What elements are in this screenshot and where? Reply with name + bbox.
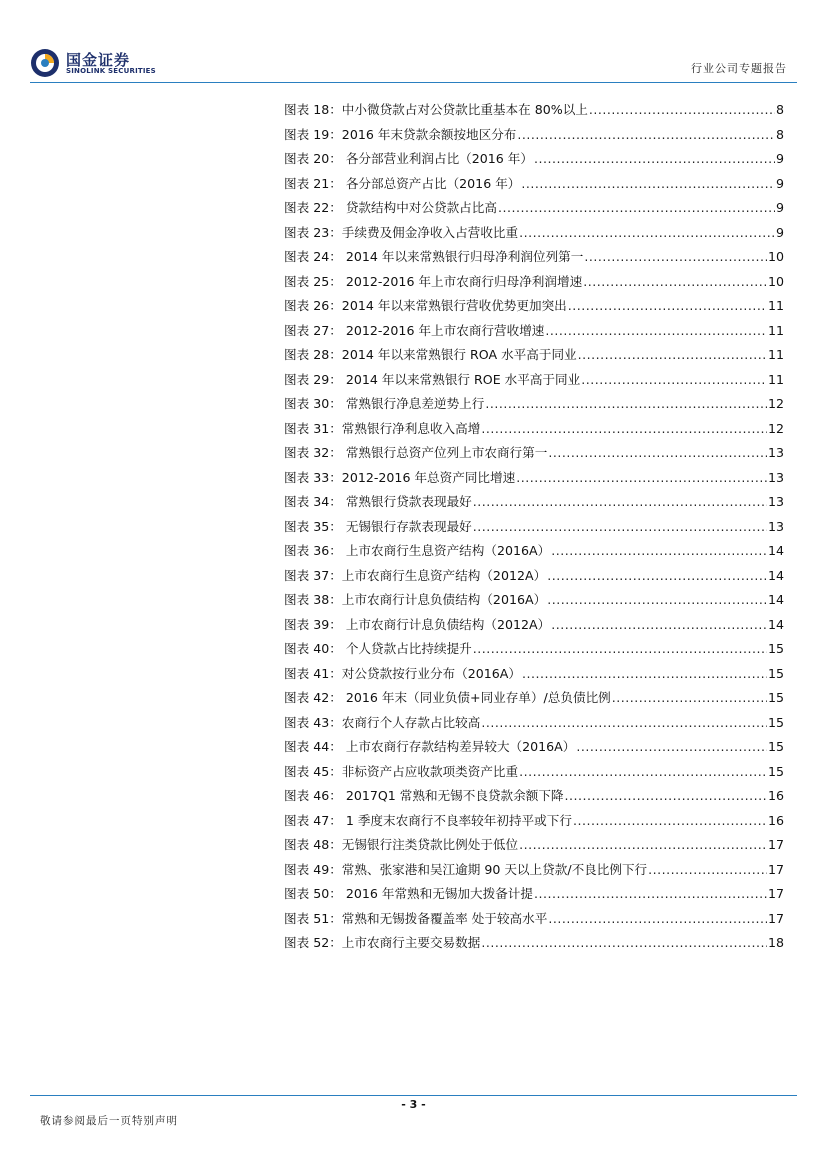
- toc-entry-page: 14: [767, 543, 784, 558]
- toc-entry-page: 16: [767, 788, 784, 803]
- toc-entry-title: 图表 52：上市农商行主要交易数据: [284, 935, 481, 950]
- toc-dot-leader: [548, 445, 767, 460]
- toc-entry[interactable]: [284, 687, 784, 712]
- toc-entry-title: 图表 49：常熟、张家港和吴江逾期 90 天以上贷款/不良比例下行: [284, 861, 648, 877]
- toc-entry[interactable]: [284, 589, 784, 614]
- toc-entry[interactable]: [284, 271, 784, 296]
- toc-entry[interactable]: [284, 565, 784, 590]
- toc-entry-page: 18: [767, 935, 784, 950]
- toc-entry-page: 15: [767, 690, 784, 705]
- toc-dot-leader: [516, 470, 767, 485]
- toc-entry-page: 15: [767, 714, 784, 730]
- toc-dot-leader: [648, 862, 767, 877]
- toc-entry-page: 14: [767, 616, 784, 632]
- toc-entry-page: 11: [767, 298, 784, 313]
- brand-logo: [30, 48, 170, 80]
- toc-entry-title: 图表 26：2014 年以来常熟银行营收优势更加突出: [284, 298, 567, 313]
- toc-entry[interactable]: [284, 369, 784, 394]
- toc-entry[interactable]: [284, 638, 784, 663]
- toc-entry[interactable]: [284, 442, 784, 467]
- toc-entry-title: 图表 35： 无锡银行存款表现最好: [284, 518, 472, 534]
- toc-entry-page: 17: [767, 886, 784, 901]
- toc-entry-page: 9: [775, 151, 784, 166]
- toc-entry-title: 图表 20： 各分部营业利润占比（2016 年）: [284, 151, 533, 166]
- sinolink-logo-icon: [30, 48, 60, 78]
- page-number: - 3 -: [401, 1098, 426, 1111]
- toc-entry-title: 图表 24： 2014 年以来常熟银行归母净利润位列第一: [284, 249, 584, 264]
- toc-dot-leader: [473, 641, 767, 656]
- toc-entry-title: 图表 46： 2017Q1 常熟和无锡不良贷款余额下降: [284, 788, 564, 803]
- toc-entry[interactable]: [284, 246, 784, 271]
- toc-entry-title: 图表 50： 2016 年常熟和无锡加大拨备计提: [284, 886, 533, 901]
- toc-entry-title: 图表 33：2012-2016 年总资产同比增速: [284, 469, 516, 485]
- toc-entry-title: 图表 21： 各分部总资产占比（2016 年）: [284, 175, 521, 191]
- toc-entry-page: 15: [767, 763, 784, 779]
- toc-dot-leader: [534, 886, 767, 901]
- toc-entry-title: 图表 34： 常熟银行贷款表现最好: [284, 494, 472, 509]
- toc-entry[interactable]: [284, 712, 784, 737]
- toc-dot-leader: [522, 666, 767, 681]
- toc-dot-leader: [485, 396, 767, 411]
- toc-entry-page: 8: [775, 126, 784, 142]
- toc-entry-title: 图表 25： 2012-2016 年上市农商行归母净利润增速: [284, 273, 583, 289]
- toc-dot-leader: [573, 813, 767, 828]
- toc-entry-page: 11: [767, 347, 784, 362]
- toc-entry-title: 图表 37：上市农商行生息资产结构（2012A）: [284, 567, 547, 583]
- toc-entry-page: 14: [767, 592, 784, 607]
- toc-entry[interactable]: [284, 834, 784, 859]
- header-divider: [30, 82, 797, 83]
- toc-dot-leader: [551, 617, 767, 632]
- toc-dot-leader: [547, 568, 767, 583]
- toc-entry-page: 13: [767, 518, 784, 534]
- toc-entry-title: 图表 47： 1 季度末农商行不良率较年初持平或下行: [284, 812, 572, 828]
- toc-entry-title: 图表 36： 上市农商行生息资产结构（2016A）: [284, 543, 551, 558]
- toc-entry-title: 图表 38：上市农商行计息负债结构（2016A）: [284, 592, 547, 607]
- toc-entry-page: 13: [767, 494, 784, 509]
- toc-entry[interactable]: [284, 295, 784, 320]
- toc-entry-page: 15: [767, 739, 784, 754]
- toc-entry-page: 12: [767, 396, 784, 411]
- toc-dot-leader: [547, 592, 767, 607]
- toc-dot-leader: [548, 911, 767, 926]
- toc-dot-leader: [473, 494, 767, 509]
- toc-entry-page: 10: [767, 249, 784, 264]
- toc-dot-leader: [481, 421, 767, 436]
- toc-entry[interactable]: [284, 99, 784, 124]
- toc-entry-title: 图表 45：非标资产占应收款项类资产比重: [284, 763, 519, 779]
- toc-entry[interactable]: [284, 124, 784, 149]
- figure-index-list: [284, 99, 784, 957]
- toc-entry-title: 图表 29： 2014 年以来常熟银行 ROE 水平高于同业: [284, 371, 581, 387]
- toc-entry[interactable]: [284, 883, 784, 908]
- toc-dot-leader: [519, 225, 775, 240]
- toc-dot-leader: [578, 347, 767, 362]
- toc-entry-page: 14: [767, 567, 784, 583]
- toc-entry-page: 11: [767, 371, 784, 387]
- toc-entry-title: 图表 32： 常熟银行总资产位列上市农商行第一: [284, 445, 548, 460]
- toc-dot-leader: [481, 715, 767, 730]
- toc-entry-page: 13: [767, 445, 784, 460]
- toc-entry-page: 12: [767, 420, 784, 436]
- toc-entry-page: 11: [767, 322, 784, 338]
- toc-entry-page: 15: [767, 641, 784, 656]
- toc-entry-title: 图表 51：常熟和无锡拨备覆盖率 处于较高水平: [284, 910, 548, 926]
- toc-dot-leader: [589, 102, 775, 117]
- toc-entry-page: 10: [767, 273, 784, 289]
- toc-dot-leader: [583, 274, 767, 289]
- toc-dot-leader: [584, 249, 767, 264]
- toc-dot-leader: [519, 764, 767, 779]
- toc-entry[interactable]: [284, 614, 784, 639]
- toc-entry-title: 图表 22： 贷款结构中对公贷款占比高: [284, 200, 497, 215]
- toc-entry-title: 图表 18：中小微贷款占对公贷款比重基本在 80%以上: [284, 102, 588, 117]
- toc-entry[interactable]: [284, 761, 784, 786]
- toc-entry-title: 图表 44： 上市农商行存款结构差异较大（2016A）: [284, 739, 576, 754]
- toc-dot-leader: [581, 372, 767, 387]
- toc-entry-title: 图表 31：常熟银行净利息收入高增: [284, 420, 481, 436]
- toc-entry[interactable]: [284, 222, 784, 247]
- toc-entry-page: 17: [767, 837, 784, 852]
- toc-entry-page: 13: [767, 469, 784, 485]
- toc-dot-leader: [576, 739, 767, 754]
- toc-entry[interactable]: [284, 197, 784, 222]
- brand-name-en: SINOLINK SECURITIES: [66, 67, 156, 75]
- toc-entry[interactable]: [284, 491, 784, 516]
- toc-entry-title: 图表 23：手续费及佣金净收入占营收比重: [284, 224, 519, 240]
- toc-entry-page: 15: [767, 665, 784, 681]
- toc-entry-title: 图表 27： 2012-2016 年上市农商行营收增速: [284, 322, 545, 338]
- toc-entry[interactable]: [284, 148, 784, 173]
- page-header: [0, 0, 827, 90]
- toc-entry[interactable]: [284, 418, 784, 443]
- toc-entry[interactable]: [284, 540, 784, 565]
- toc-entry-title: 图表 28：2014 年以来常熟银行 ROA 水平高于同业: [284, 347, 577, 362]
- toc-dot-leader: [545, 323, 767, 338]
- toc-entry[interactable]: [284, 663, 784, 688]
- toc-entry[interactable]: [284, 908, 784, 933]
- toc-dot-leader: [517, 127, 775, 142]
- toc-entry-title: 图表 39： 上市农商行计息负债结构（2012A）: [284, 616, 551, 632]
- toc-entry[interactable]: [284, 810, 784, 835]
- report-type-label: 行业公司专题报告: [691, 62, 787, 75]
- toc-entry[interactable]: [284, 859, 784, 884]
- toc-entry-page: 16: [767, 812, 784, 828]
- toc-dot-leader: [551, 543, 767, 558]
- toc-entry-title: 图表 19：2016 年末贷款余额按地区分布: [284, 126, 517, 142]
- toc-entry-page: 9: [775, 200, 784, 215]
- toc-entry[interactable]: [284, 467, 784, 492]
- toc-dot-leader: [568, 298, 767, 313]
- toc-entry[interactable]: [284, 344, 784, 369]
- toc-entry[interactable]: [284, 932, 784, 957]
- toc-entry-page: 9: [775, 175, 784, 191]
- toc-entry-title: 图表 30： 常熟银行净息差逆势上行: [284, 396, 485, 411]
- toc-entry[interactable]: [284, 736, 784, 761]
- toc-dot-leader: [481, 935, 767, 950]
- toc-dot-leader: [612, 690, 767, 705]
- toc-entry-title: 图表 43：农商行个人存款占比较高: [284, 714, 481, 730]
- toc-dot-leader: [473, 519, 767, 534]
- toc-entry[interactable]: [284, 516, 784, 541]
- toc-dot-leader: [521, 176, 775, 191]
- brand-name-cn: 国金证券: [66, 51, 131, 69]
- toc-entry[interactable]: [284, 320, 784, 345]
- toc-dot-leader: [519, 837, 767, 852]
- disclaimer-text: 敬请参阅最后一页特别声明: [40, 1115, 178, 1127]
- toc-dot-leader: [534, 151, 775, 166]
- toc-entry-title: 图表 42： 2016 年末（同业负债+同业存单）/总负债比例: [284, 690, 611, 705]
- toc-entry-title: 图表 41：对公贷款按行业分布（2016A）: [284, 665, 522, 681]
- toc-entry[interactable]: [284, 785, 784, 810]
- toc-entry[interactable]: [284, 173, 784, 198]
- footer-divider: [30, 1095, 797, 1096]
- toc-entry-title: 图表 40： 个人贷款占比持续提升: [284, 641, 472, 656]
- toc-dot-leader: [565, 788, 767, 803]
- toc-entry-title: 图表 48：无锡银行注类贷款比例处于低位: [284, 837, 519, 852]
- toc-entry[interactable]: [284, 393, 784, 418]
- toc-entry-page: 17: [767, 910, 784, 926]
- toc-entry-page: 17: [767, 861, 784, 877]
- toc-entry-page: 9: [775, 224, 784, 240]
- toc-dot-leader: [498, 200, 775, 215]
- toc-entry-page: 8: [775, 102, 784, 117]
